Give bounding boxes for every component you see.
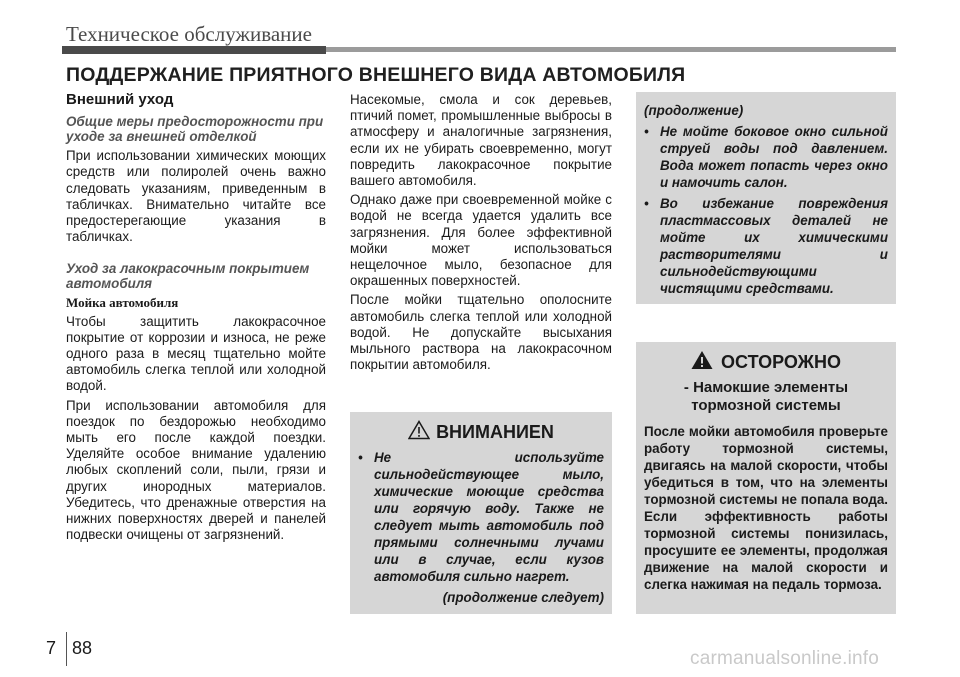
header-bar-light bbox=[326, 47, 896, 52]
bullet: • bbox=[644, 124, 649, 139]
header-bar-dark bbox=[62, 46, 326, 54]
caution-title: ОСТОРОЖНО bbox=[721, 352, 841, 372]
caution-subtitle: - Намокшие элементы тормозной системы bbox=[683, 379, 849, 414]
warning-title: ВНИМАНИЕN bbox=[436, 422, 554, 442]
subheading-car-wash: Мойка автомобиля bbox=[66, 295, 179, 311]
subheading-paint-care: Уход за лакокрасочным покрытием автомобиля bbox=[66, 261, 310, 292]
warning-title-row bbox=[358, 420, 604, 445]
warning-item bbox=[358, 449, 604, 585]
continued-note: (продолжение следует) bbox=[442, 590, 604, 605]
warning-text: Не используйте сильнодействующее мыло, химические моющие средства или горячую воду. Также не следует мыть автомобиль под прямыми солнечными лучами или в случае, если кузов автомобиля сильно нагрет. bbox=[374, 450, 604, 584]
bullet: • bbox=[358, 450, 363, 465]
warning-triangle-outline-icon bbox=[408, 420, 430, 445]
warning-triangle-filled-icon bbox=[691, 350, 713, 375]
paragraph-contaminants: Насекомые, смола и сок деревьев, птичий помет, промышленные выбросы в атмосферу и аналогичные загрязнения, если их не убирать своевременно, могут повредить лакокрасочное покрытие вашего автомобиля. bbox=[350, 92, 612, 189]
paragraph-soap: Однако даже при своевременной мойке с водой не всегда удается удалить все загрязнения. Для более эффективной мойки может использоваться нещелочное мыло, безопасное для окрашенных поверхностей. bbox=[350, 192, 612, 289]
continuation-item-window bbox=[644, 123, 888, 191]
column-2 bbox=[350, 92, 612, 376]
paragraph-wash-monthly: Чтобы защитить лакокрасочное покрытие от коррозии и износа, не реже одного раза в месяц тщательно мойте автомобиль слегка теплой или холодной водой. bbox=[66, 313, 326, 394]
page-title: ПОДДЕРЖАНИЕ ПРИЯТНОГО ВНЕШНЕГО ВИДА АВТОМОБИЛЯ bbox=[66, 64, 686, 86]
paragraph-rinse: После мойки тщательно ополосните автомобиль слегка теплой или холодной водой. Не допускайте высыхания мыльного раствора на лакокрасочном покрытии автомобиля. bbox=[350, 292, 612, 373]
section-title: Техническое обслуживание bbox=[66, 22, 312, 46]
warning-box bbox=[350, 412, 612, 614]
subheading-general-precautions: Общие меры предосторожности при уходе за внешней отделкой bbox=[66, 114, 324, 145]
continuation-text-plastic: Во избежание повреждения пластмассовых деталей не мойте их химическими растворителями и сильнодействующими чистящими средствами. bbox=[660, 196, 888, 296]
column-1 bbox=[66, 92, 326, 546]
paragraph-offroad: При использовании автомобиля для поездок по бездорожью необходимо мыть его после каждой поездки. Уделяйте особое внимание удалению любых скоплений соли, пыли, грязи и других инородных материалов. Убедитесь, что дренажные отверстия на нижних поверхностях дверей и панелей подвески очищены от загрязнений. bbox=[66, 397, 326, 543]
caution-title-row bbox=[644, 350, 888, 375]
caution-text: После мойки автомобиля проверьте работу тормозной системы, двигаясь на малой скорости, чтобы убедиться в том, что на элементы тормозной системы не попала вода. Если эффективность работы тормозной системы понизилась, просушите ее элементы, продолжая движение на малой скорости и слегка нажимая на педаль тормоза. bbox=[644, 424, 888, 592]
continuation-text-window: Не мойте боковое окно сильной струей воды под давлением. Вода может попасть через окно и намочить салон. bbox=[660, 124, 888, 190]
continuation-item-plastic bbox=[644, 195, 888, 297]
paragraph-chemicals: При использовании химических моющих средств или полиролей очень важно следовать указаниям, приведенным в табличках. Внимательно читайте все предостерегающие указания в табличках. bbox=[66, 148, 326, 245]
continuation-box bbox=[636, 92, 896, 304]
caution-box bbox=[636, 342, 896, 614]
bullet: • bbox=[644, 196, 649, 211]
chapter-number: 7 bbox=[46, 638, 57, 658]
watermark: carmanualsonline.info bbox=[690, 648, 880, 669]
footer-divider bbox=[66, 632, 67, 666]
continuation-heading: (продолжение) bbox=[644, 103, 744, 118]
page-number: 88 bbox=[72, 638, 93, 658]
heading-exterior-care: Внешний уход bbox=[66, 91, 174, 108]
